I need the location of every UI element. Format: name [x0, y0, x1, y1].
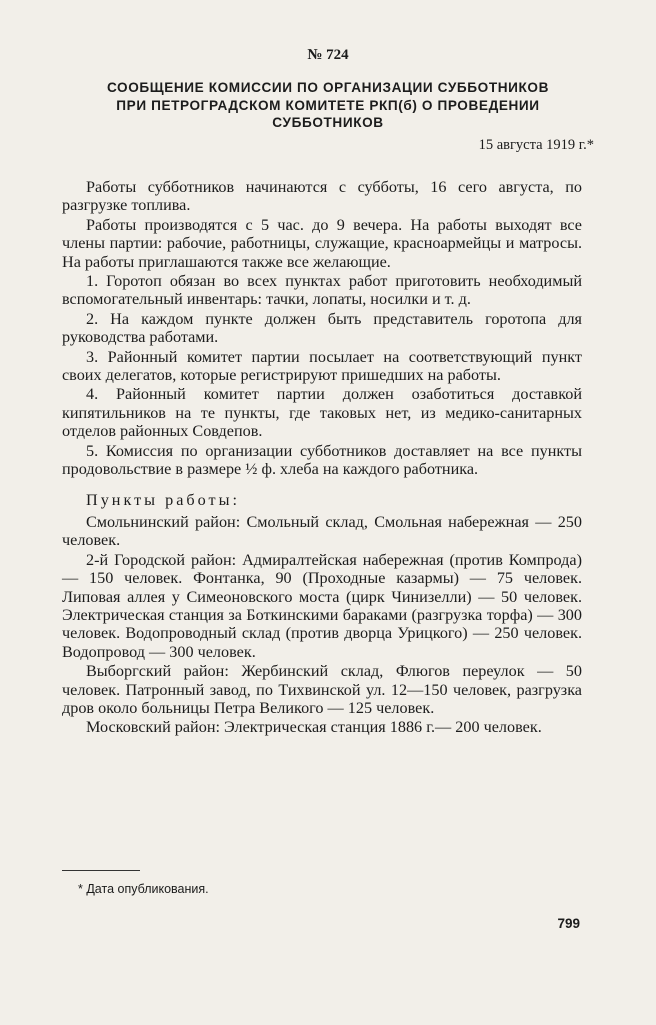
page-number: 799: [557, 916, 580, 931]
document-number: № 724: [307, 47, 349, 63]
paragraph: 3. Районный комитет партии посылает на соответствующий пункт своих делегатов, которые регистрируют пришедших на работы.: [62, 347, 582, 385]
title-line: ПРИ ПЕТРОГРАДСКОМ КОМИТЕТЕ РКП(б) О ПРОВЕДЕНИИ: [116, 97, 540, 113]
paragraph: 1. Горотоп обязан во всех пунктах работ приготовить необходимый вспомогательный инвентарь: тачки, лопаты, носилки и т. д.: [62, 272, 582, 309]
paragraph: 2. На каждом пункте должен быть представитель горотопа для руководства работами.: [62, 309, 582, 347]
section-heading: Пункты работы:: [86, 490, 240, 509]
paragraph: 5. Комиссия по организации субботников доставляет на все пункты продовольствие в размере ½ ф. хлеба на каждого работника.: [62, 441, 582, 479]
footnote-divider: [62, 870, 140, 871]
title-line: СООБЩЕНИЕ КОМИССИИ ПО ОРГАНИЗАЦИИ СУББОТНИКОВ: [106, 80, 550, 95]
title-line: СУББОТНИКОВ: [272, 115, 384, 130]
district-paragraph: Московский район: Электрическая станция 1886 г.— 200 человек.: [86, 718, 542, 737]
district-paragraph: Смольнинский район: Смольный склад, Смольная набережная — 250 человек.: [62, 512, 582, 550]
district-paragraph: Выборгский район: Жербинский склад, Флюгов переулок — 50 человек. Патронный завод, по Тихвинской ул. 12—150 человек, разгрузка дров около больницы Петра Великого — 125 человек.: [62, 662, 582, 717]
paragraph: 4. Районный комитет партии должен озаботиться доставкой кипятильников на те пункты, где таковых нет, из медико-санитарных отделов районных Совдепов.: [62, 385, 582, 441]
paragraph: Работы субботников начинаются с субботы, 16 сего августа, по разгрузке топлива.: [62, 178, 582, 215]
document-body: [62, 178, 582, 738]
document-title: [50, 79, 606, 132]
paragraph: Работы производятся с 5 час. до 9 вечера. На работы выходят все члены партии: рабочие, работницы, служащие, красноармейцы и матросы. На работы приглашаются также все желающие.: [62, 215, 582, 271]
footnote: * Дата опубликования.: [78, 882, 209, 896]
document-date: 15 августа 1919 г.*: [478, 137, 594, 153]
district-paragraph: 2-й Городской район: Адмиралтейская набережная (против Компрода) — 150 человек. Фонтанка, 90 (Проходные казармы) — 75 человек. Липовая аллея у Симеоновского моста (цирк Чинизелли) — 50 человек. Электрическая станция за Боткинскими бараками (разгрузка торфа) — 300 человек. Водопроводный склад (против дворца Урицкого) — 250 человек. Водопровод — 300 человек.: [62, 550, 582, 661]
